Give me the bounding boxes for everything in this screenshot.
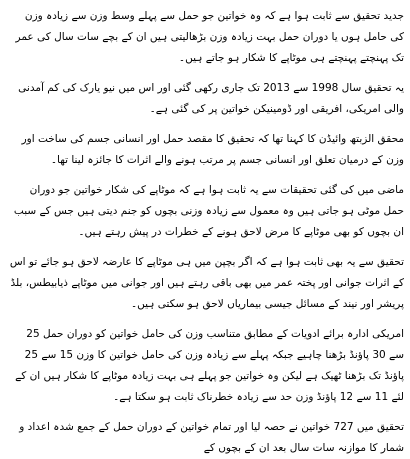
paragraph-7: تحقیق میں 727 خواتین نے حصہ لیا اور تمام خواتین کے دوران حمل کے جمع شدہ اعداد و شمار کا موازنہ سات سال بعد ان کے بچوں کے (19, 421, 404, 454)
paragraph-6: امریکی ادارہ برائے ادویات کے مطابق متناسب وزن کی حامل خواتین کو دوران حمل 25 سے 30 پاؤنڈ بڑھنا چاہیے جبکہ پہلے سے زیادہ وزن کی حامل خواتین کا وزن 15 سے 25 پاؤنڈ تک بڑھنا ٹھیک ہے لیکن وہ خواتین جو پہلے ہی بہت زیادہ موٹاپے کا شکار ہیں ان کے لئے 11 سے 12 پاؤنڈ وزن حد سے زیادہ خطرناک ثابت ہو سکتا ہے۔ (15, 328, 404, 403)
paragraph-5: تحقیق سے یہ بھی ثابت ہوا ہے کہ اگر بچپن میں ہی موٹاپے کا عارضہ لاحق ہو جائے تو اس کے اثرات جوانی اور پختہ عمر میں بھی باقی رہتے ہیں اور جوانی میں موٹاپے ذیابیطس، بلڈ پریشر اور نیند کے مسائل جیسی بیماریاں لاحق ہو سکتی ہیں۔ (9, 256, 404, 310)
paragraph-1: جدید تحقیق سے ثابت ہوا ہے کہ وہ خواتین جو حمل سے پہلے وسط وزن سے زیادہ وزن کی حامل ہوں یا دوران حمل بہت زیادہ وزن بڑھالیتی ہیں ان کے بچے سات سال کی عمر تک پہنچتے پہنچتے ہی موٹاپے کا شکار ہو جاتے ہیں۔ (15, 10, 404, 64)
paragraph-2: یہ تحقیق سال 1998 سے 2013 تک جاری رکھی گئی اور اس میں نیو یارک کی کم آمدنی والی امریکی، افریقی اور ڈومینیکن خواتین پر کی گئی ہے۔ (18, 82, 404, 115)
paragraph-4: ماضی میں کی گئی تحقیقات سے یہ ثابت ہوا ہے کہ موٹاپے کی شکار خواتین جو دوران حمل موٹی ہو جاتی ہیں وہ معمول سے زیادہ وزنی بچوں کو جنم دیتی ہیں جس کے سبب ان بچوں کو بھی موٹاپے کا مرض لاحق ہونے کے خطرات در پیش رہتے ہیں۔ (13, 184, 404, 238)
paragraph-3: محقق الزبتھ وائیڈن کا کہنا تھا کہ تحقیق کا مقصد حمل اور انسانی جسم کی ساخت اور وزن کے درمیان تعلق اور انسانی جسم پر مرتب ہونے والے اثرات کا جائزہ لینا تھا۔ (21, 133, 404, 166)
